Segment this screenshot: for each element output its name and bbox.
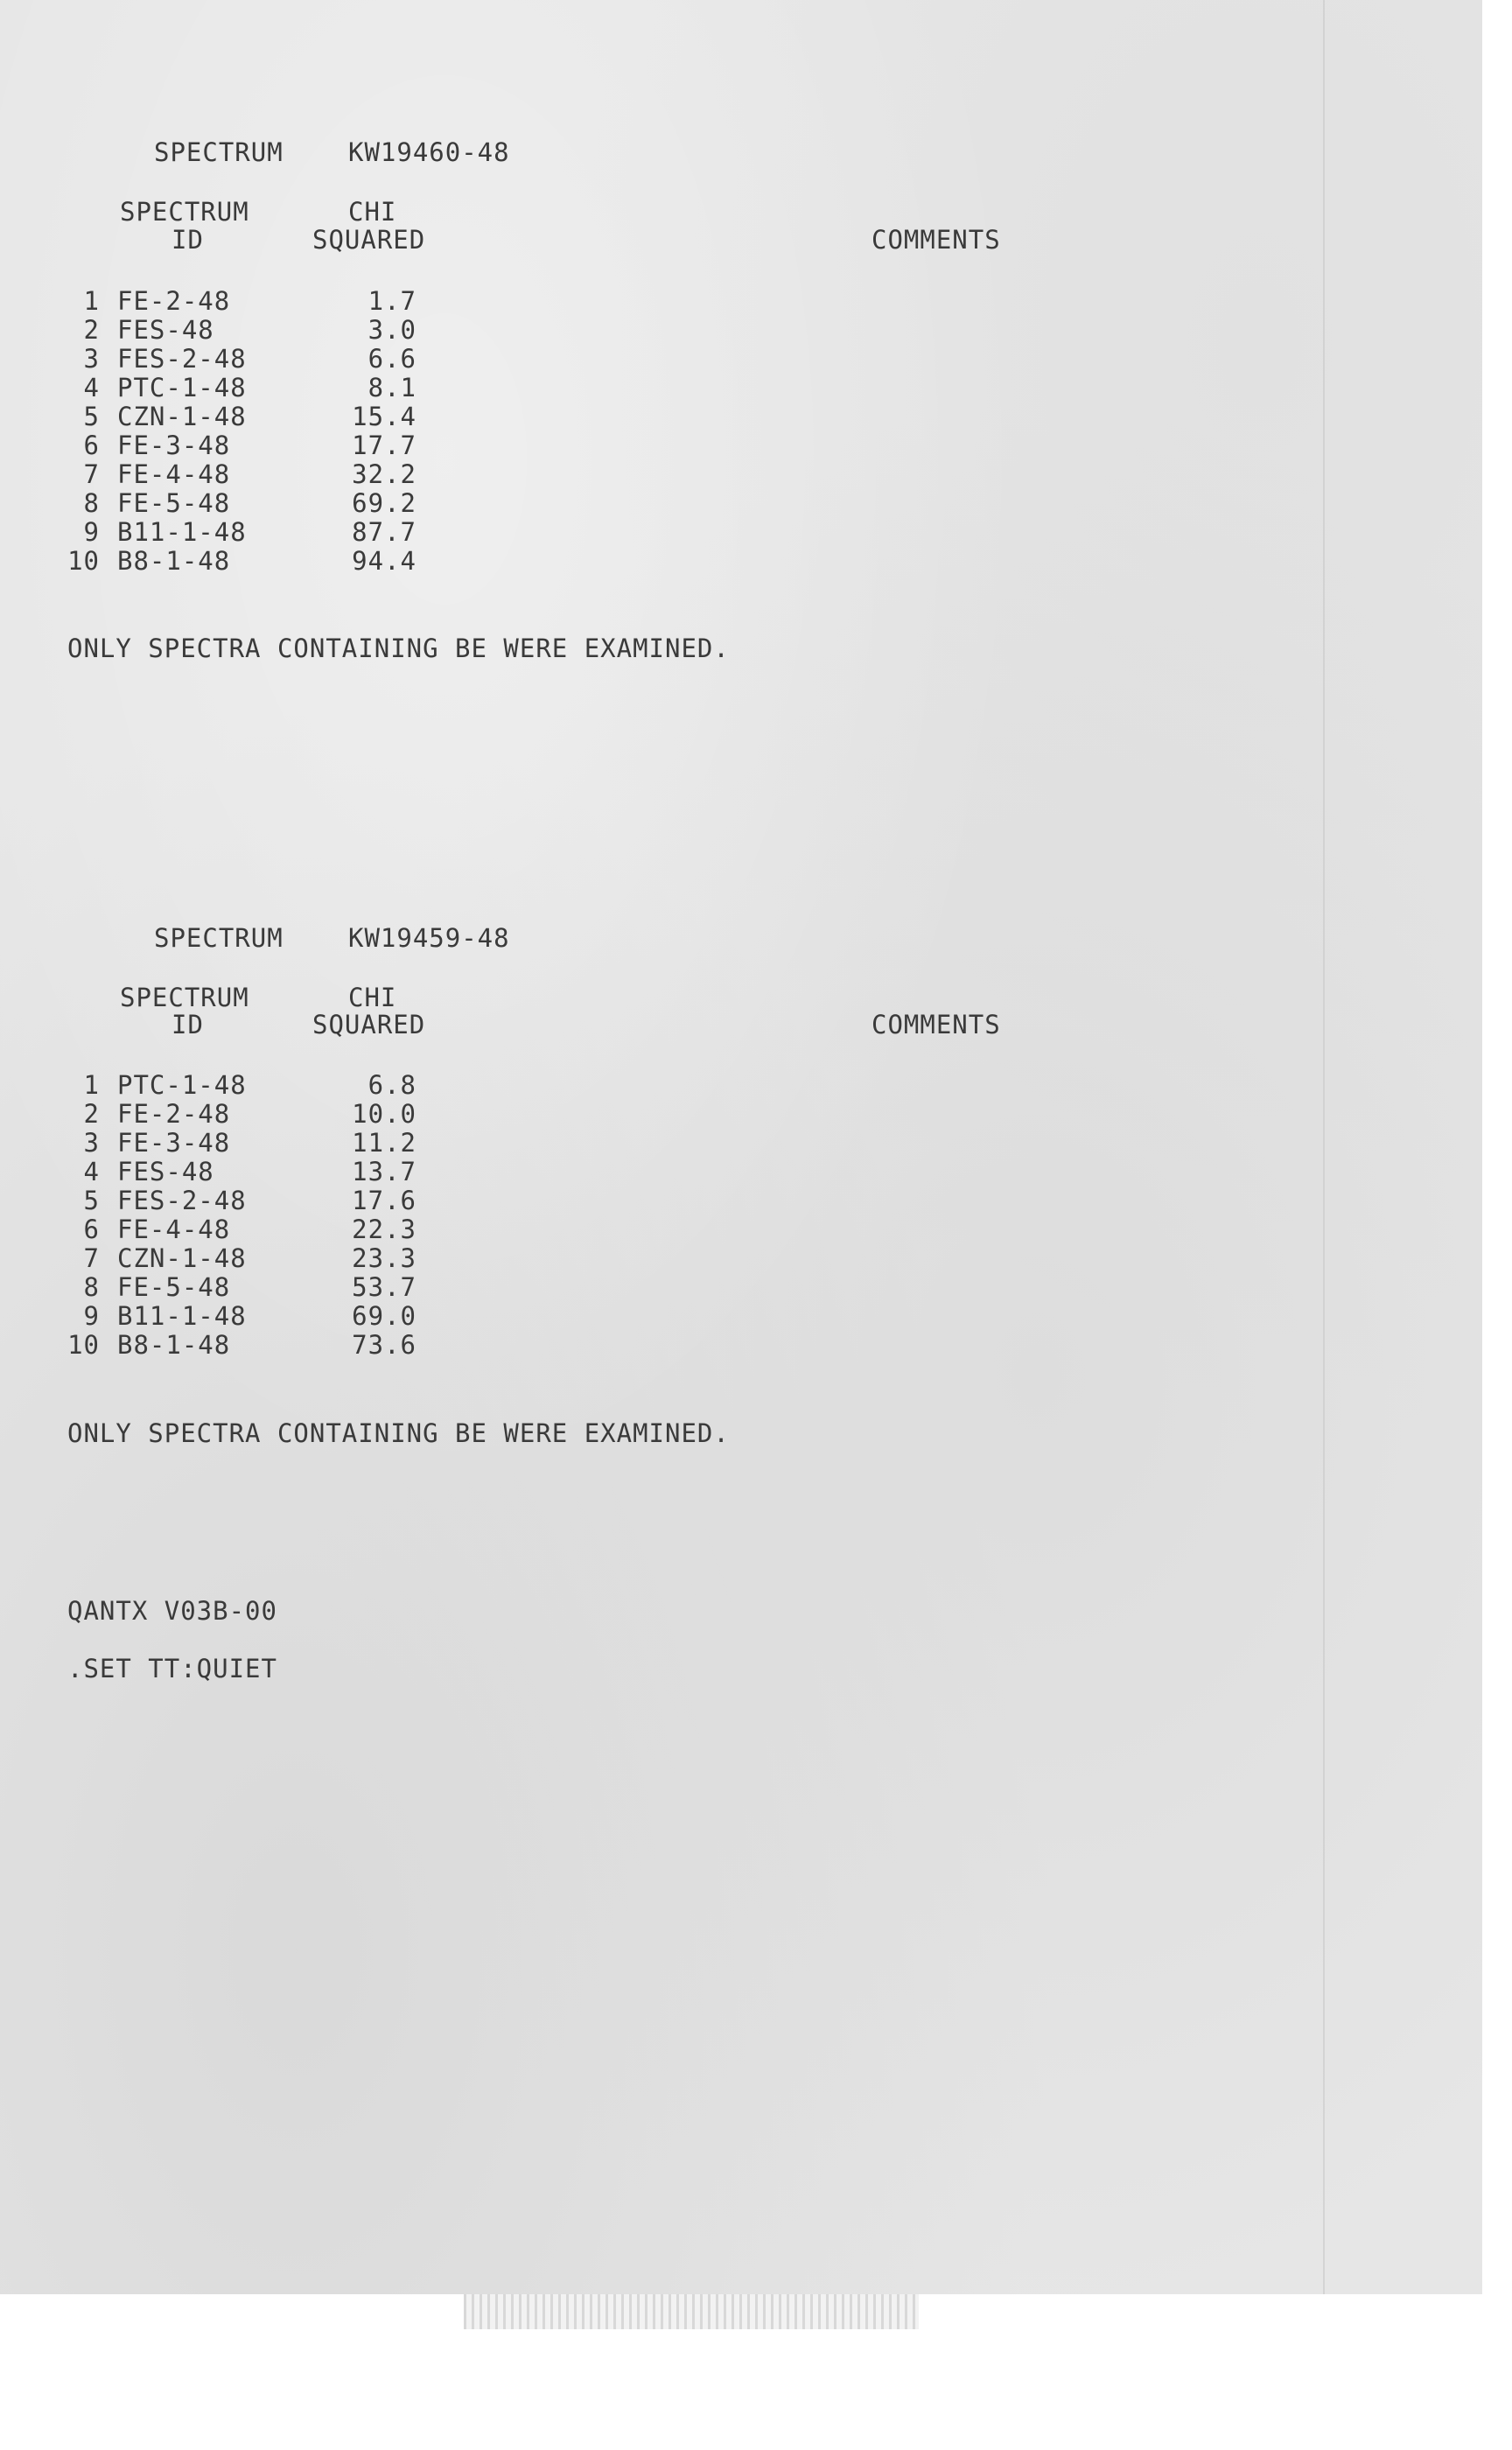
column-header-chi: CHI [348, 197, 397, 227]
row-chi-squared: 94.4 [352, 546, 416, 576]
row-chi-squared: 8.1 [368, 373, 416, 402]
spectrum-value: KW19459-48 [348, 923, 510, 953]
row-rank: 1 [83, 286, 100, 316]
row-rank: 3 [83, 1128, 100, 1158]
row-rank: 8 [83, 1272, 100, 1302]
row-spectrum-id: FE-4-48 [117, 459, 231, 489]
row-spectrum-id: FE-3-48 [117, 1128, 231, 1158]
row-rank: 5 [83, 1186, 100, 1215]
column-header-id: ID [172, 1010, 204, 1040]
column-header-chi: CHI [348, 983, 397, 1012]
row-spectrum-id: FE-5-48 [117, 1272, 231, 1302]
row-rank: 6 [83, 430, 100, 460]
row-chi-squared: 6.6 [368, 344, 416, 374]
row-spectrum-id: B8-1-48 [117, 546, 231, 576]
row-chi-squared: 6.8 [368, 1070, 416, 1100]
row-chi-squared: 87.7 [352, 517, 416, 547]
row-spectrum-id: PTC-1-48 [117, 373, 247, 402]
column-header-spectrum: SPECTRUM [120, 197, 249, 227]
row-spectrum-id: B11-1-48 [117, 1301, 247, 1331]
row-rank: 5 [83, 402, 100, 431]
row-chi-squared: 3.0 [368, 315, 416, 345]
row-chi-squared: 53.7 [352, 1272, 416, 1302]
row-chi-squared: 69.2 [352, 488, 416, 518]
paper-fold-line [1323, 0, 1325, 2294]
row-chi-squared: 11.2 [352, 1128, 416, 1158]
spectrum-label: SPECTRUM [154, 137, 284, 167]
row-spectrum-id: B8-1-48 [117, 1330, 231, 1360]
row-spectrum-id: FE-2-48 [117, 286, 231, 316]
row-chi-squared: 73.6 [352, 1330, 416, 1360]
row-rank: 8 [83, 488, 100, 518]
row-spectrum-id: PTC-1-48 [117, 1070, 247, 1100]
row-spectrum-id: FE-3-48 [117, 430, 231, 460]
row-rank: 7 [83, 1243, 100, 1273]
row-chi-squared: 23.3 [352, 1243, 416, 1273]
row-spectrum-id: CZN-1-48 [117, 402, 247, 431]
row-spectrum-id: CZN-1-48 [117, 1243, 247, 1273]
column-header-squared: SQUARED [312, 225, 426, 255]
column-header-spectrum: SPECTRUM [120, 983, 249, 1012]
terminal-command: .SET TT:QUIET [67, 1654, 277, 1684]
row-chi-squared: 13.7 [352, 1157, 416, 1186]
column-header-id: ID [172, 225, 204, 255]
row-rank: 2 [83, 1099, 100, 1129]
column-header-comments: COMMENTS [872, 1010, 1001, 1040]
row-rank: 9 [83, 517, 100, 547]
row-chi-squared: 1.7 [368, 286, 416, 316]
column-header-squared: SQUARED [312, 1010, 426, 1040]
row-rank: 4 [83, 1157, 100, 1186]
row-chi-squared: 17.7 [352, 430, 416, 460]
row-rank: 3 [83, 344, 100, 374]
row-chi-squared: 69.0 [352, 1301, 416, 1331]
examination-note: ONLY SPECTRA CONTAINING BE WERE EXAMINED. [67, 1418, 730, 1448]
row-rank: 10 [67, 546, 100, 576]
row-rank: 1 [83, 1070, 100, 1100]
row-spectrum-id: FE-5-48 [117, 488, 231, 518]
row-spectrum-id: FE-2-48 [117, 1099, 231, 1129]
row-rank: 4 [83, 373, 100, 402]
row-spectrum-id: FE-4-48 [117, 1214, 231, 1244]
program-version: QANTX V03B-00 [67, 1596, 277, 1626]
spectrum-value: KW19460-48 [348, 137, 510, 167]
row-spectrum-id: FES-2-48 [117, 344, 247, 374]
row-rank: 10 [67, 1330, 100, 1360]
row-spectrum-id: B11-1-48 [117, 517, 247, 547]
examination-note: ONLY SPECTRA CONTAINING BE WERE EXAMINED. [67, 634, 730, 663]
row-rank: 7 [83, 459, 100, 489]
row-spectrum-id: FES-2-48 [117, 1186, 247, 1215]
row-rank: 2 [83, 315, 100, 345]
row-chi-squared: 10.0 [352, 1099, 416, 1129]
row-chi-squared: 32.2 [352, 459, 416, 489]
row-rank: 6 [83, 1214, 100, 1244]
scan-edge-artifact [464, 2294, 919, 2329]
row-chi-squared: 17.6 [352, 1186, 416, 1215]
row-rank: 9 [83, 1301, 100, 1331]
row-chi-squared: 15.4 [352, 402, 416, 431]
row-spectrum-id: FES-48 [117, 1157, 214, 1186]
column-header-comments: COMMENTS [872, 225, 1001, 255]
row-spectrum-id: FES-48 [117, 315, 214, 345]
row-chi-squared: 22.3 [352, 1214, 416, 1244]
spectrum-label: SPECTRUM [154, 923, 284, 953]
